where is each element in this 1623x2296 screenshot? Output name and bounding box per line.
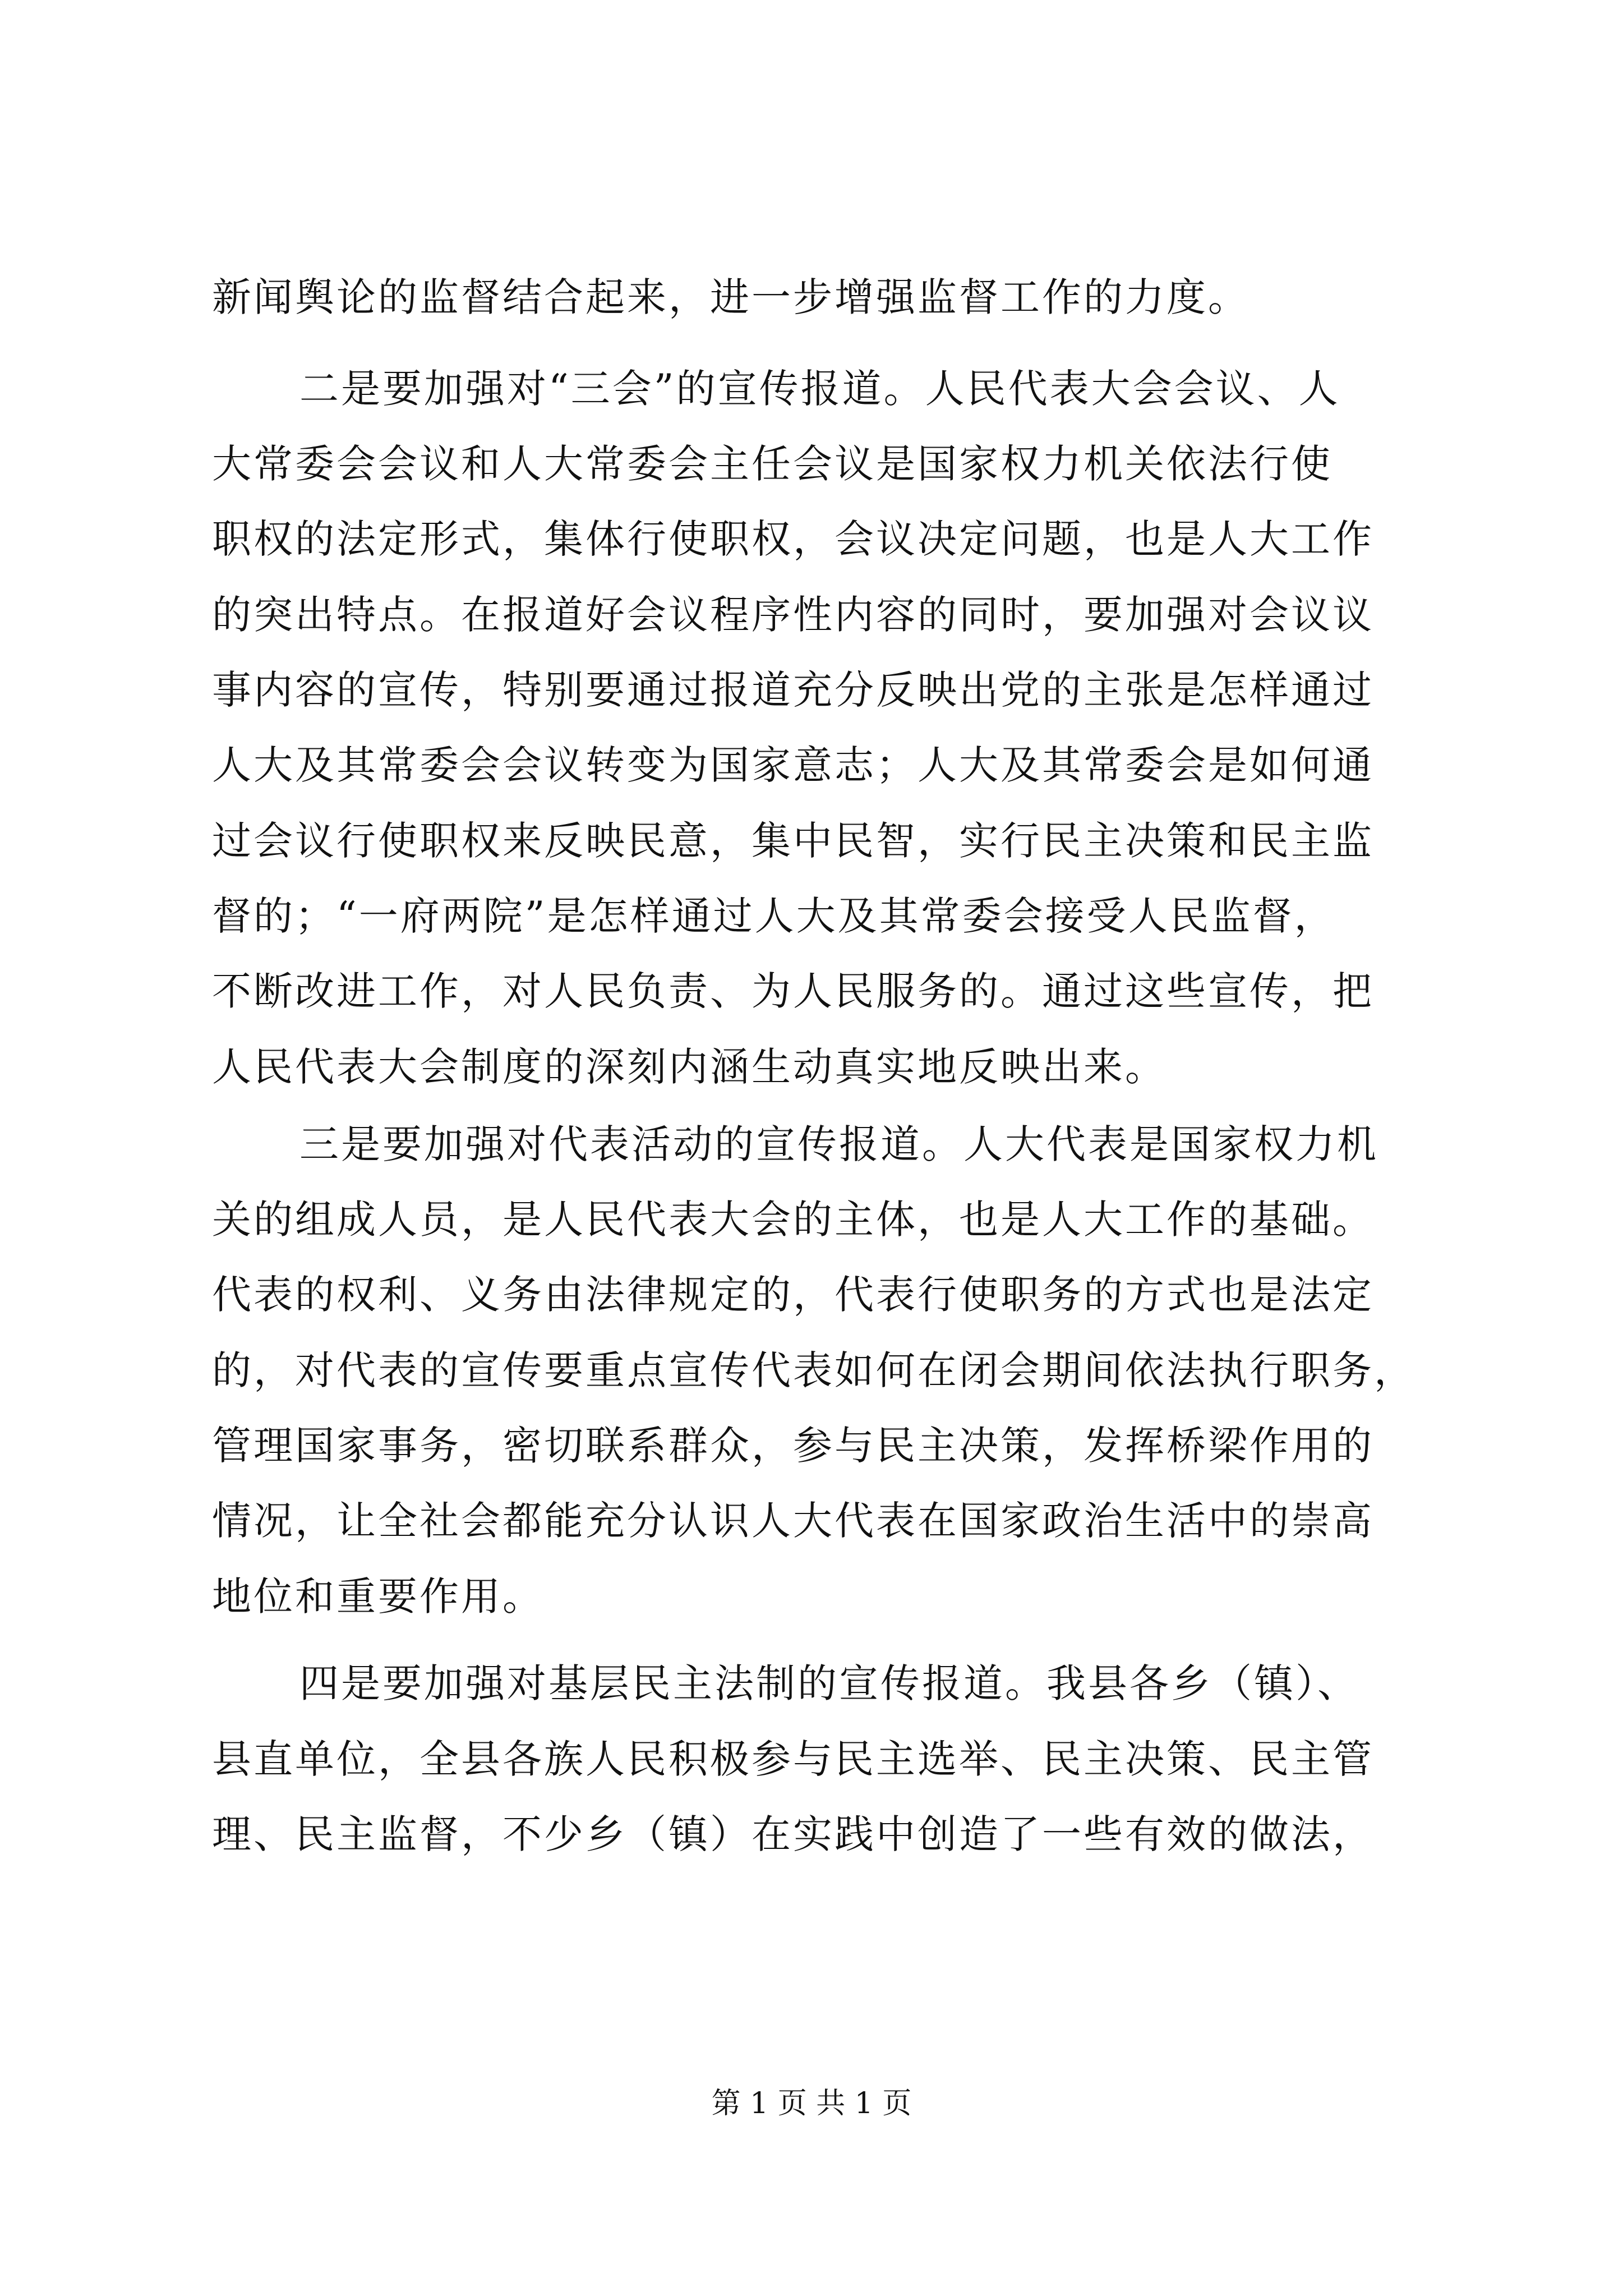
text-line: 过会议行使职权来反映民意，集中民智，实行民主决策和民主监 <box>212 818 1374 864</box>
text-line: 新闻舆论的监督结合起来，进一步增强监督工作的力度。 <box>212 274 1249 320</box>
text-line: 关的组成人员，是人民代表大会的主体，也是人大工作的基础。 <box>212 1197 1374 1243</box>
paragraph-first-line: 二是要加强对“三会”的宣传报道。人民代表大会会议、人 <box>299 366 1340 412</box>
text-line: 事内容的宣传，特别要通过报道充分反映出党的主张是怎样通过 <box>212 667 1374 713</box>
text-line: 的，对代表的宣传要重点宣传代表如何在闭会期间依法执行职务， <box>212 1347 1415 1393</box>
text-line: 代表的权利、义务由法律规定的，代表行使职务的方式也是法定 <box>212 1272 1374 1318</box>
text-line: 大常委会会议和人大常委会主任会议是国家权力机关依法行使 <box>212 441 1332 487</box>
text-line: 督的；“一府两院”是怎样通过人大及其常委会接受人民监督， <box>212 893 1336 939</box>
text-line: 县直单位，全县各族人民积极参与民主选举、民主决策、民主管 <box>212 1736 1374 1782</box>
text-line: 人民代表大会制度的深刻内涵生动真实地反映出来。 <box>212 1044 1166 1090</box>
text-line: 情况，让全社会都能充分认识人大代表在国家政治生活中的崇高 <box>212 1498 1374 1544</box>
text-line: 人大及其常委会会议转变为国家意志；人大及其常委会是如何通 <box>212 742 1374 788</box>
paragraph-first-line: 三是要加强对代表活动的宣传报道。人大代表是国家权力机 <box>299 1121 1378 1167</box>
text-line: 的突出特点。在报道好会议程序性内容的同时，要加强对会议议 <box>212 592 1374 638</box>
text-line: 职权的法定形式，集体行使职权，会议决定问题，也是人大工作 <box>212 516 1374 562</box>
page-footer: 第 1 页 共 1 页 <box>711 2087 912 2120</box>
paragraph-first-line: 四是要加强对基层民主法制的宣传报道。我县各乡（镇）、 <box>299 1660 1359 1706</box>
text-line: 管理国家事务，密切联系群众，参与民主决策，发挥桥梁作用的 <box>212 1423 1374 1469</box>
text-line: 不断改进工作，对人民负责、为人民服务的。通过这些宣传，把 <box>212 968 1374 1014</box>
text-line: 地位和重要作用。 <box>212 1573 544 1619</box>
text-line: 理、民主监督，不少乡（镇）在实践中创造了一些有效的做法， <box>212 1811 1374 1857</box>
